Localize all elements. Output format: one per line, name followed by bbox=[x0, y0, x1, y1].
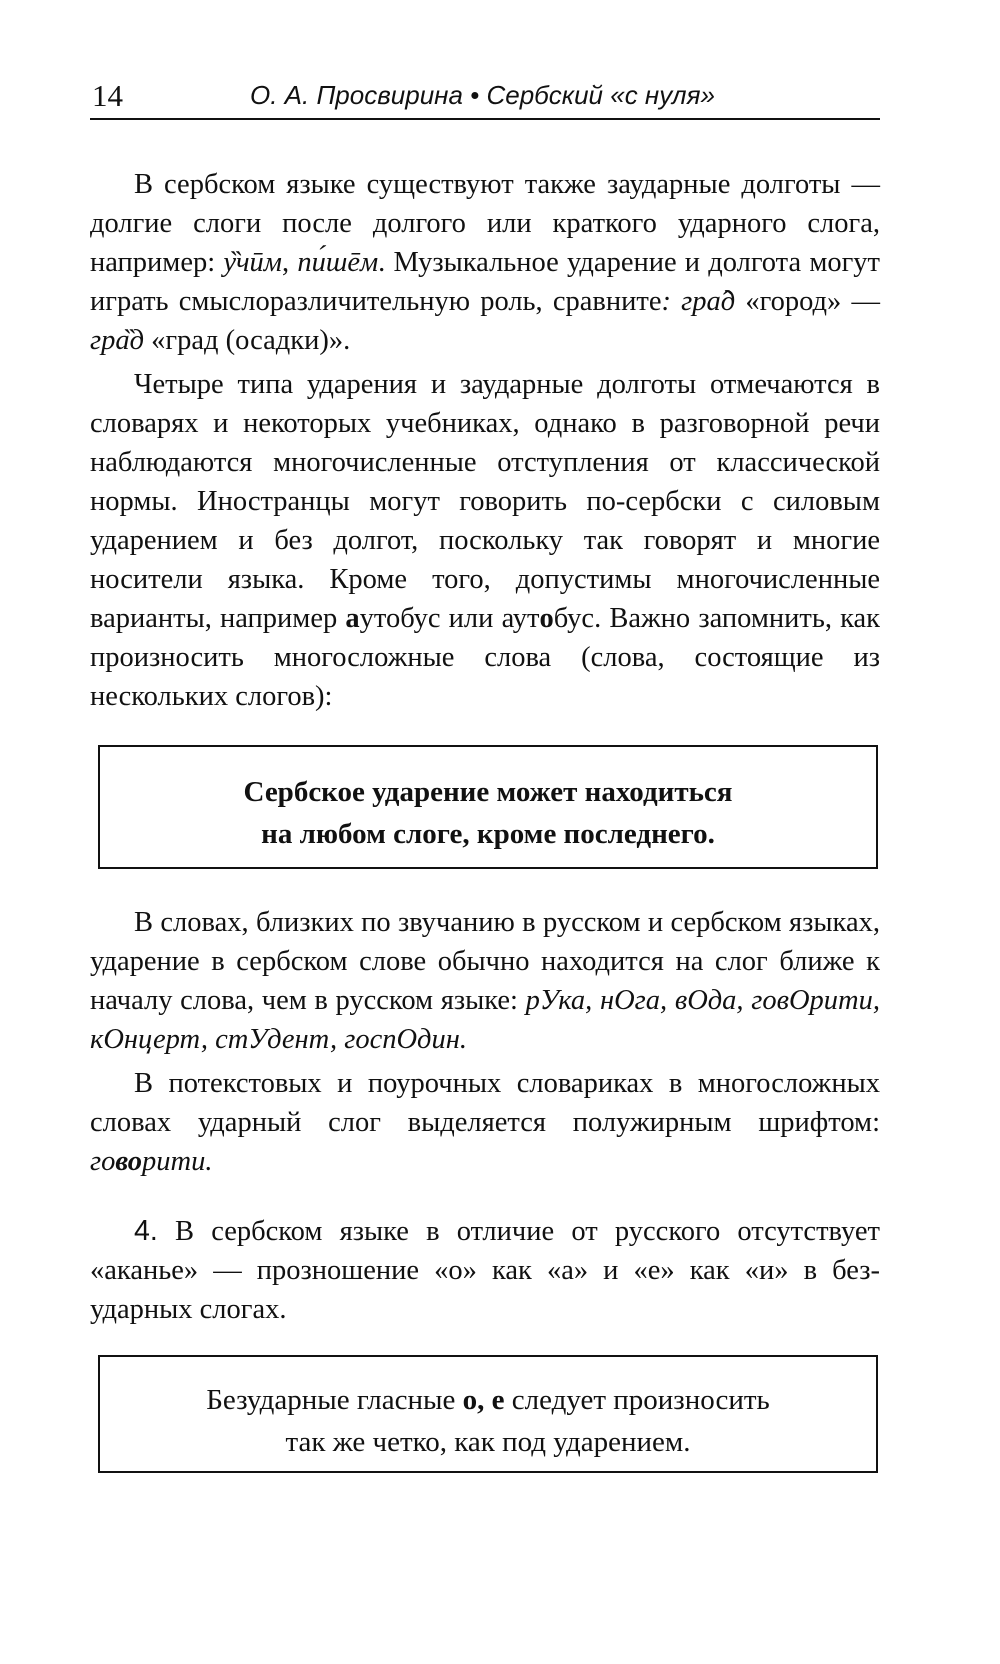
examples-list: рУка, нОга, вОда, говОрити, кОнцерт, стУдент, госпОдин. bbox=[90, 985, 880, 1055]
paragraph-similar-words: В словах, близких по звучанию в русском и сербском языках, ударение в сербском слове обычно находится на слог ближе к началу слова, чем в русском языке: рУка, нОга, вОда, говОрити, кОнцерт, стУдент, госпОдин. bbox=[90, 907, 880, 1055]
example-word: гра̏д bbox=[90, 325, 145, 356]
paragraph-long-syllables: В сербском языке существуют также заударные долготы — долгие слоги после долгого или краткого ударного слога, например: у̏чӣм, пи́шēм. Музыкальное ударение и долгота могут играть смыслоразличительную роль, сравните: гра̂д «город» — гра̏д «град (осадки)». bbox=[90, 169, 880, 356]
running-head: О. А. Просвирина • Сербский «с нуля» bbox=[250, 80, 715, 110]
page-header bbox=[90, 78, 880, 120]
example-word: у̏чӣм bbox=[223, 247, 282, 278]
item-number: 4. bbox=[134, 1215, 158, 1247]
rule-box-vowels bbox=[98, 1355, 878, 1473]
text-block-3 bbox=[90, 1212, 880, 1329]
rule-line: Сербское ударение может находиться bbox=[243, 776, 733, 808]
example-word: гра̂д bbox=[681, 286, 736, 317]
rule-box-stress bbox=[98, 745, 878, 869]
text-block-2 bbox=[90, 903, 880, 1181]
paragraph-stress-types: Четыре типа ударения и заударные долготы отмечаются в словарях и некоторых учебниках, однако в разговорной речи наблюдаются многочисленные отступления от классической нормы. Иностранцы могут говорить по-сербски с силовым ударением и без долгот, поскольку так говорят и многие носители языка. Кроме того, допустимы многочисленные варианты, например аутобус или аутобус. Важно запомнить, как произносить многосложные слова (слова, состоящие из нескольких слогов): bbox=[90, 369, 881, 712]
example-word: пи́шēм bbox=[297, 247, 379, 278]
paragraph-akanye: 4. В сербском языке в отличие от русского отсутствует «аканье» — прозношение «о» как «а» и «е» как «и» в безударных слогах. bbox=[90, 1215, 880, 1325]
rule-line: так же четко, как под ударением. bbox=[285, 1426, 691, 1458]
rule-line: на любом слоге, кроме последнего. bbox=[261, 818, 715, 850]
rule-line: Безударные гласные о, е следует произносить bbox=[206, 1384, 770, 1416]
paragraph-dictionaries: В потекстовых и поурочных словариках в многосложных словах ударный слог выделяется полужирным шрифтом: говорити. bbox=[90, 1068, 880, 1177]
page-number: 14 bbox=[92, 78, 123, 113]
text-block-1 bbox=[90, 165, 880, 716]
